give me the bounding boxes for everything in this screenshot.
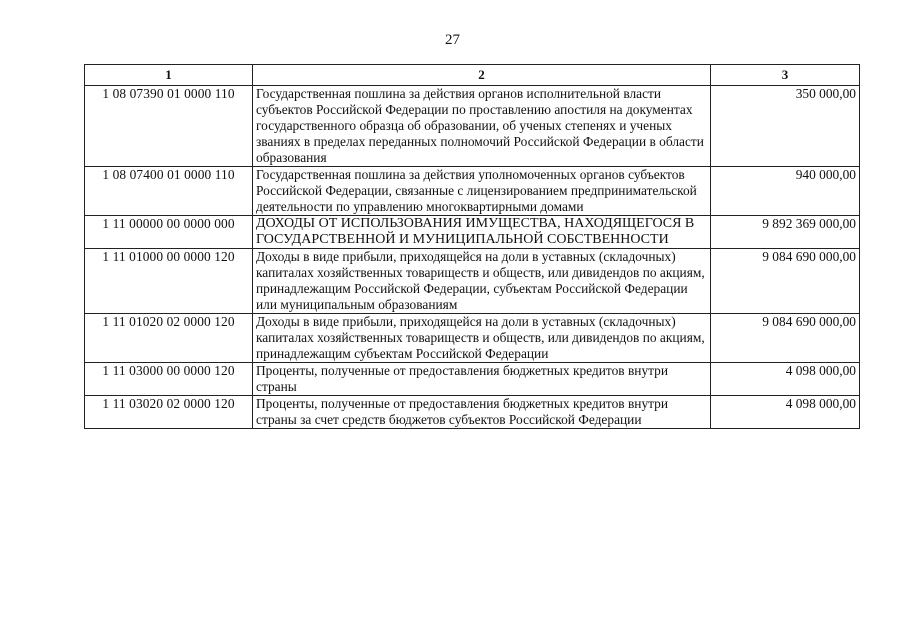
row-description: Проценты, полученные от предоставления бюджетных кредитов внутри страны — [253, 363, 711, 396]
page-number: 27 — [445, 32, 460, 48]
row-code: 1 11 01020 02 0000 120 — [85, 314, 253, 363]
revenue-table — [84, 64, 860, 429]
table-row — [85, 86, 860, 167]
row-description: Государственная пошлина за действия уполномоченных органов субъектов Российской Федерации, связанные с лицензированием предпринимательской деятельности по управлению многоквартирными домами — [253, 167, 711, 216]
row-code: 1 08 07400 01 0000 110 — [85, 167, 253, 216]
column-header-code: 1 — [85, 65, 253, 86]
row-description: Доходы в виде прибыли, приходящейся на доли в уставных (складочных) капиталах хозяйственных товариществ и обществ, или дивидендов по акциям, принадлежащим Российской Федерации, субъектам Российской Федерации или муниципальным образованиям — [253, 249, 711, 314]
row-amount: 4 098 000,00 — [711, 363, 860, 396]
column-header-description: 2 — [253, 65, 711, 86]
row-amount: 4 098 000,00 — [711, 396, 860, 429]
row-amount: 350 000,00 — [711, 86, 860, 167]
row-description: Доходы в виде прибыли, приходящейся на доли в уставных (складочных) капиталах хозяйственных товариществ и обществ, или дивидендов по акциям, принадлежащим субъектам Российской Федерации — [253, 314, 711, 363]
row-description: ДОХОДЫ ОТ ИСПОЛЬЗОВАНИЯ ИМУЩЕСТВА, НАХОДЯЩЕГОСЯ В ГОСУДАРСТВЕННОЙ И МУНИЦИПАЛЬНОЙ СОБСТВЕННОСТИ — [253, 216, 711, 249]
row-code: 1 11 00000 00 0000 000 — [85, 216, 253, 249]
row-code: 1 08 07390 01 0000 110 — [85, 86, 253, 167]
table-row — [85, 216, 860, 249]
row-amount: 940 000,00 — [711, 167, 860, 216]
table-row — [85, 396, 860, 429]
row-amount: 9 892 369 000,00 — [711, 216, 860, 249]
table-row — [85, 363, 860, 396]
table-row — [85, 314, 860, 363]
row-description: Проценты, полученные от предоставления бюджетных кредитов внутри страны за счет средств бюджетов субъектов Российской Федерации — [253, 396, 711, 429]
table-row — [85, 249, 860, 314]
row-code: 1 11 03000 00 0000 120 — [85, 363, 253, 396]
column-header-amount: 3 — [711, 65, 860, 86]
row-amount: 9 084 690 000,00 — [711, 249, 860, 314]
row-description: Государственная пошлина за действия органов исполнительной власти субъектов Российской Федерации по проставлению апостиля на документах государственного образца об образовании, об ученых степенях и ученых званиях в пределах переданных полномочий Российской Федерации в области образования — [253, 86, 711, 167]
table-row — [85, 167, 860, 216]
row-amount: 9 084 690 000,00 — [711, 314, 860, 363]
table-header-row — [85, 65, 860, 86]
row-code: 1 11 01000 00 0000 120 — [85, 249, 253, 314]
row-code: 1 11 03020 02 0000 120 — [85, 396, 253, 429]
